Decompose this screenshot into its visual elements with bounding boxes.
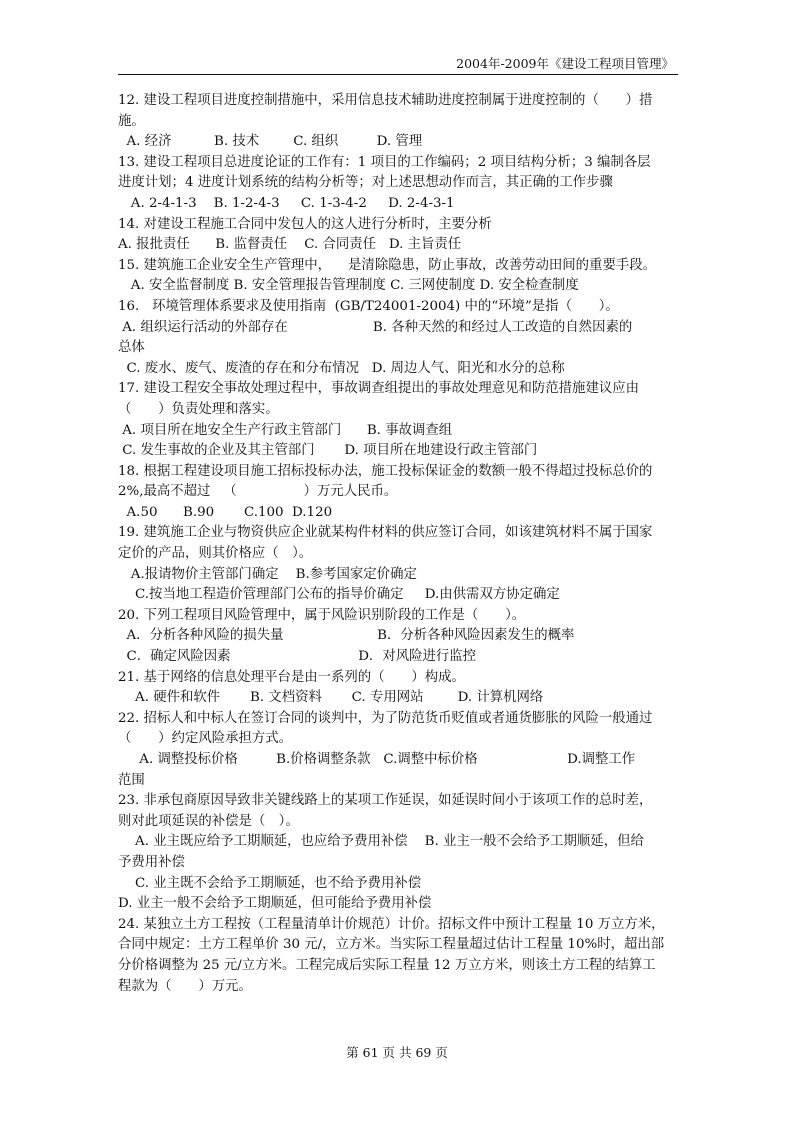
text-line: 13. 建设工程项目总进度论证的工作有：1 项目的工作编码；2 项目结构分析；3 编制各层 bbox=[118, 154, 651, 170]
text-line: 19. 建筑施工企业与物资供应企业就某构件材料的供应签订合同，如该建筑材料不属于国家 bbox=[118, 525, 653, 541]
text-line: A. 硬件和软件 B. 文档资料 C. 专用网站 D. 计算机网络 bbox=[118, 690, 544, 706]
text-line: 16. 环境管理体系要求及使用指南 (GB/T24001-2004) 中的“环境”是指（ ）。 bbox=[118, 298, 619, 314]
text-line: 总体 bbox=[118, 340, 145, 356]
text-line: A. 报批责任 B. 监督责任 C. 合同责任 D. 主旨责任 bbox=[118, 237, 462, 253]
text-line: 予费用补偿 bbox=[118, 854, 185, 870]
text-line: C.按当地工程造价管理部门公布的指导价确定 D.由供需双方协定确定 bbox=[118, 587, 560, 603]
text-line: A．分析各种风险的损失量 B．分析各种风险因素发生的概率 bbox=[118, 628, 575, 644]
text-line: C. 业主既不会给予工期顺延，也不给予费用补偿 bbox=[118, 875, 422, 891]
text-line: A. 调整投标价格 B.价格调整条款 C.调整中标价格 D.调整工作 bbox=[118, 752, 636, 767]
text-line: 施。 bbox=[118, 113, 145, 129]
text-line: 12. 建设工程项目进度控制措施中，采用信息技术辅助进度控制属于进度控制的（ ）措 bbox=[118, 93, 653, 108]
text-line: 14. 对建设工程施工合同中发包人的这人进行分析时，主要分析 bbox=[118, 216, 492, 232]
text-line: 15. 建筑施工企业安全生产管理中， 是清除隐患，防止事故，改善劳动田间的重要手段。 bbox=[118, 257, 657, 273]
text-line: （ ）负责处理和落实。 bbox=[118, 401, 279, 417]
running-title: 2004年-2009年《建设工程项目管理》 bbox=[456, 56, 674, 71]
text-line: A. 组织运行活动的外部存在 B. 各种天然的和经过人工改造的自然因素的 bbox=[118, 319, 633, 335]
text-line: A. 业主既应给予工期顺延，也应给予费用补偿 B. 业主一般不会给予工期顺延，但给 bbox=[118, 834, 644, 850]
text-line: 18. 根据工程建设项目施工招标投标办法，施工投标保证金的数额一般不得超过投标总价的 bbox=[118, 463, 653, 479]
text-line: D. 业主一般不会给予工期顺延，但可能给予费用补偿 bbox=[118, 896, 432, 912]
text-line: （ ）约定风险承担方式。 bbox=[118, 731, 293, 747]
page-number: 第 61 页 共 69 页 bbox=[346, 1045, 448, 1060]
text-line: A. 2-4-1-3 B. 1-2-4-3 C. 1-3-4-2 D. 2-4-3-1 bbox=[118, 195, 455, 211]
text-line: 2%,最高不超过 （ ）万元人民币。 bbox=[118, 484, 398, 500]
text-line: A.50 B.90 C.100 D.120 bbox=[118, 504, 333, 520]
text-line: C．确定风险因素 D．对风险进行监控 bbox=[118, 649, 477, 665]
page-header bbox=[118, 50, 678, 75]
exam-content bbox=[118, 91, 678, 997]
text-line: A. 安全监督制度 B. 安全管理报告管理制度 C. 三网使制度 D. 安全检查制度 bbox=[118, 278, 579, 294]
text-line: 23. 非承包商原因导致非关键线路上的某项工作延误，如延误时间小于该项工作的总时差， bbox=[118, 793, 653, 809]
text-line: 分价格调整为 25 元/立方米。工程完成后实际工程量 12 万立方米，则该土方工程的结算工 bbox=[118, 957, 656, 973]
text-line: 21. 基于网络的信息处理平台是由一系列的（ ）构成。 bbox=[118, 669, 465, 685]
text-line: 定价的产品，则其价格应（ ）。 bbox=[118, 546, 313, 562]
text-line: C. 废水、废气、废渣的存在和分布情况 D. 周边人气、阳光和水分的总称 bbox=[118, 360, 565, 376]
text-line: 20. 下列工程项目风险管理中，属于风险识别阶段的工作是（ ）。 bbox=[118, 607, 526, 623]
text-line: A. 项目所在地安全生产行政主管部门 B. 事故调查组 bbox=[118, 422, 453, 438]
text-line: 程款为（ ）万元。 bbox=[118, 978, 252, 994]
text-line: 进度计划；4 进度计划系统的结构分析等；对上述思想动作而言，其正确的工作步骤 bbox=[118, 175, 613, 191]
text-line: A. 经济 B. 技术 C. 组织 D. 管理 bbox=[118, 134, 423, 150]
text-line: 22. 招标人和中标人在签订合同的谈判中，为了防范货币贬值或者通货膨胀的风险一般通过 bbox=[118, 710, 653, 726]
text-line: 范围 bbox=[118, 772, 145, 788]
text-line: 17. 建设工程安全事故处理过程中，事故调查组提出的事故处理意见和防范措施建议应由 bbox=[118, 381, 640, 397]
text-line: A.报请物价主管部门确定 B.参考国家定价确定 bbox=[118, 566, 417, 582]
text-line: C. 发生事故的企业及其主管部门 D. 项目所在地建设行政主管部门 bbox=[118, 443, 538, 459]
text-line: 合同中规定：土方工程单价 30 元/，立方米。当实际工程量超过估计工程量 10%时，超出部 bbox=[118, 937, 665, 953]
text-line: 则对此项延误的补偿是（ ）。 bbox=[118, 813, 299, 829]
text-line: 24. 某独立土方工程按（工程量清单计价规范）计价。招标文件中预计工程量 10 万立方米， bbox=[118, 916, 665, 932]
